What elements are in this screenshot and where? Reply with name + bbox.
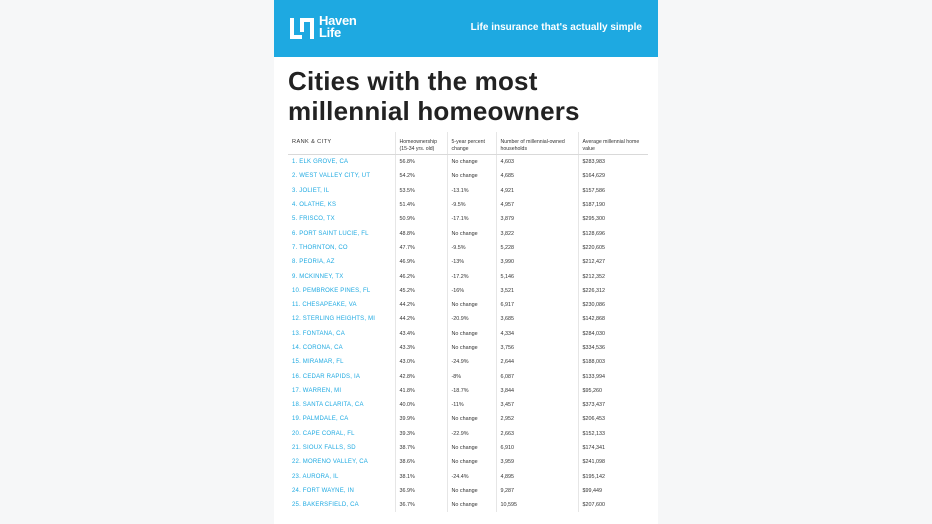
table-row (288, 455, 648, 469)
table-row (288, 212, 648, 226)
city-name: 11. CHESAPEAKE, VA (292, 302, 357, 309)
households-value: 4,603 (496, 155, 578, 170)
city-name: 2. WEST VALLEY CITY, UT (292, 173, 371, 180)
city-name: 24. FORT WAYNE, IN (292, 487, 355, 494)
change-value: -16% (447, 284, 496, 298)
city-name: 9. MCKINNEY, TX (292, 273, 344, 280)
home-value: $230,086 (578, 298, 648, 312)
table-row (288, 441, 648, 455)
homeownership-value: 43.0% (395, 355, 447, 369)
households-value: 6,087 (496, 369, 578, 383)
home-value: $220,605 (578, 241, 648, 255)
homeownership-value: 46.9% (395, 255, 447, 269)
table-row (288, 184, 648, 198)
infographic-card (274, 0, 658, 524)
city-name: 1. ELK GROVE, CA (292, 159, 349, 166)
home-value: $207,600 (578, 498, 648, 512)
home-value: $212,427 (578, 255, 648, 269)
home-value: $174,341 (578, 441, 648, 455)
change-value: No change (447, 441, 496, 455)
table-row (288, 470, 648, 484)
city-name: 17. WARREN, MI (292, 387, 342, 394)
homeownership-value: 43.3% (395, 341, 447, 355)
page-title (288, 66, 648, 126)
city-name: 23. AURORA, IL (292, 473, 339, 480)
households-value: 3,521 (496, 284, 578, 298)
homeownership-value: 51.4% (395, 198, 447, 212)
city-name: 21. SIOUX FALLS, SD (292, 445, 356, 452)
households-value: 2,663 (496, 427, 578, 441)
change-value: -8% (447, 369, 496, 383)
households-value: 6,917 (496, 298, 578, 312)
change-value: -9.5% (447, 198, 496, 212)
households-value: 6,910 (496, 441, 578, 455)
table-row (288, 498, 648, 512)
households-value: 4,921 (496, 184, 578, 198)
change-value: No change (447, 341, 496, 355)
title-line-2: millennial homeowners (288, 96, 580, 126)
city-name: 13. FONTANA, CA (292, 330, 345, 337)
city-name: 6. PORT SAINT LUCIE, FL (292, 230, 369, 237)
change-value: No change (447, 226, 496, 240)
households-value: 4,895 (496, 470, 578, 484)
table-row (288, 384, 648, 398)
change-value: No change (447, 498, 496, 512)
homeownership-value: 41.8% (395, 384, 447, 398)
home-value: $157,586 (578, 184, 648, 198)
households-value: 3,685 (496, 312, 578, 326)
households-value: 4,957 (496, 198, 578, 212)
home-value: $334,536 (578, 341, 648, 355)
city-name: 15. MIRAMAR, FL (292, 359, 344, 366)
homeownership-value: 44.2% (395, 312, 447, 326)
logo-line-1: Haven (319, 13, 357, 28)
city-name: 19. PALMDALE, CA (292, 416, 349, 423)
change-value: -17.2% (447, 269, 496, 283)
header-home-value: Average millennial home value (578, 132, 648, 155)
home-value: $241,098 (578, 455, 648, 469)
homeownership-value: 43.4% (395, 327, 447, 341)
header-rank-city: RANK & CITY (288, 132, 395, 155)
page-background-right (658, 0, 932, 524)
homeownership-value: 56.8% (395, 155, 447, 170)
city-name: 20. CAPE CORAL, FL (292, 430, 355, 437)
homeownership-value: 36.9% (395, 484, 447, 498)
city-name: 5. FRISCO, TX (292, 216, 335, 223)
homeownership-value: 45.2% (395, 284, 447, 298)
homeownership-value: 42.8% (395, 369, 447, 383)
households-value: 9,287 (496, 484, 578, 498)
home-value: $188,003 (578, 355, 648, 369)
home-value: $195,142 (578, 470, 648, 484)
homeownership-value: 40.0% (395, 398, 447, 412)
logo-wordmark (319, 15, 357, 39)
homeownership-value: 44.2% (395, 298, 447, 312)
haven-life-logo-icon (289, 15, 315, 41)
households-value: 2,644 (496, 355, 578, 369)
change-value: -22.9% (447, 427, 496, 441)
city-name: 10. PEMBROKE PINES, FL (292, 287, 371, 294)
homeownership-value: 38.1% (395, 470, 447, 484)
table-body (288, 155, 648, 513)
households-value: 3,990 (496, 255, 578, 269)
home-value: $212,352 (578, 269, 648, 283)
table-row (288, 427, 648, 441)
city-name: 14. CORONA, CA (292, 345, 343, 351)
change-value: -17.1% (447, 212, 496, 226)
homeownership-value: 38.6% (395, 455, 447, 469)
home-value: $283,983 (578, 155, 648, 170)
homeownership-value: 54.2% (395, 169, 447, 183)
home-value: $295,300 (578, 212, 648, 226)
city-name: 25. BAKERSFIELD, CA (292, 502, 359, 509)
home-value: $128,696 (578, 226, 648, 240)
change-value: No change (447, 484, 496, 498)
table-row (288, 241, 648, 255)
households-value: 4,334 (496, 327, 578, 341)
table-header-row (288, 132, 648, 155)
change-value: -20.9% (447, 312, 496, 326)
table-row (288, 255, 648, 269)
households-value: 3,959 (496, 455, 578, 469)
change-value: No change (447, 412, 496, 426)
households-value: 5,228 (496, 241, 578, 255)
homeownership-value: 48.8% (395, 226, 447, 240)
homeownership-value: 36.7% (395, 498, 447, 512)
households-value: 3,457 (496, 398, 578, 412)
home-value: $226,312 (578, 284, 648, 298)
home-value: $142,868 (578, 312, 648, 326)
homeownership-value: 46.2% (395, 269, 447, 283)
table-row (288, 284, 648, 298)
home-value: $152,133 (578, 427, 648, 441)
homeownership-value: 39.9% (395, 412, 447, 426)
home-value: $206,453 (578, 412, 648, 426)
table-row (288, 312, 648, 326)
home-value: $187,190 (578, 198, 648, 212)
home-value: $373,437 (578, 398, 648, 412)
table-row (288, 398, 648, 412)
homeownership-value: 47.7% (395, 241, 447, 255)
households-value: 2,952 (496, 412, 578, 426)
table-row (288, 355, 648, 369)
table-row (288, 298, 648, 312)
home-value: $284,030 (578, 327, 648, 341)
homeownership-value: 53.5% (395, 184, 447, 198)
home-value: $164,629 (578, 169, 648, 183)
home-value: $95,260 (578, 384, 648, 398)
table-row (288, 484, 648, 498)
header-homeownership: Homeownership (15-34 yrs. old) (395, 132, 447, 155)
page-background-left (0, 0, 274, 524)
city-name: 22. MORENO VALLEY, CA (292, 459, 369, 466)
change-value: -24.4% (447, 470, 496, 484)
change-value: -13% (447, 255, 496, 269)
households-value: 10,595 (496, 498, 578, 512)
change-value: No change (447, 455, 496, 469)
city-name: 12. STERLING HEIGHTS, MI (292, 316, 376, 323)
home-value: $133,994 (578, 369, 648, 383)
home-value: $99,449 (578, 484, 648, 498)
homeownership-value: 38.7% (395, 441, 447, 455)
logo-line-2: Life (319, 25, 341, 40)
table-row (288, 155, 648, 170)
homeownership-value: 50.9% (395, 212, 447, 226)
households-value: 3,756 (496, 341, 578, 355)
households-value: 4,685 (496, 169, 578, 183)
homeownership-value: 39.3% (395, 427, 447, 441)
header-five-year-change: 5-year percent change (447, 132, 496, 155)
change-value: -24.9% (447, 355, 496, 369)
cities-table (288, 132, 648, 512)
city-name: 7. THORNTON, CO (292, 244, 348, 251)
change-value: -11% (447, 398, 496, 412)
table-row (288, 369, 648, 383)
change-value: No change (447, 155, 496, 170)
change-value: -18.7% (447, 384, 496, 398)
city-name: 16. CEDAR RAPIDS, IA (292, 373, 361, 380)
header-households: Number of millennial-owned households (496, 132, 578, 155)
table-row (288, 226, 648, 240)
households-value: 3,822 (496, 226, 578, 240)
change-value: No change (447, 169, 496, 183)
city-name: 8. PEORIA, AZ (292, 259, 335, 266)
title-line-1: Cities with the most (288, 66, 538, 96)
change-value: No change (447, 298, 496, 312)
table-row (288, 412, 648, 426)
change-value: -13.1% (447, 184, 496, 198)
header-banner (274, 0, 658, 57)
table-row (288, 327, 648, 341)
change-value: No change (447, 327, 496, 341)
city-name: 3. JOLIET, IL (292, 187, 330, 194)
change-value: -9.5% (447, 241, 496, 255)
city-name: 18. SANTA CLARITA, CA (292, 402, 364, 409)
table-row (288, 269, 648, 283)
city-name: 4. OLATHE, KS (292, 202, 337, 209)
households-value: 5,146 (496, 269, 578, 283)
table-row (288, 169, 648, 183)
tagline: Life insurance that's actually simple (470, 22, 642, 33)
households-value: 3,844 (496, 384, 578, 398)
table-row (288, 198, 648, 212)
table-row (288, 341, 648, 355)
households-value: 3,879 (496, 212, 578, 226)
